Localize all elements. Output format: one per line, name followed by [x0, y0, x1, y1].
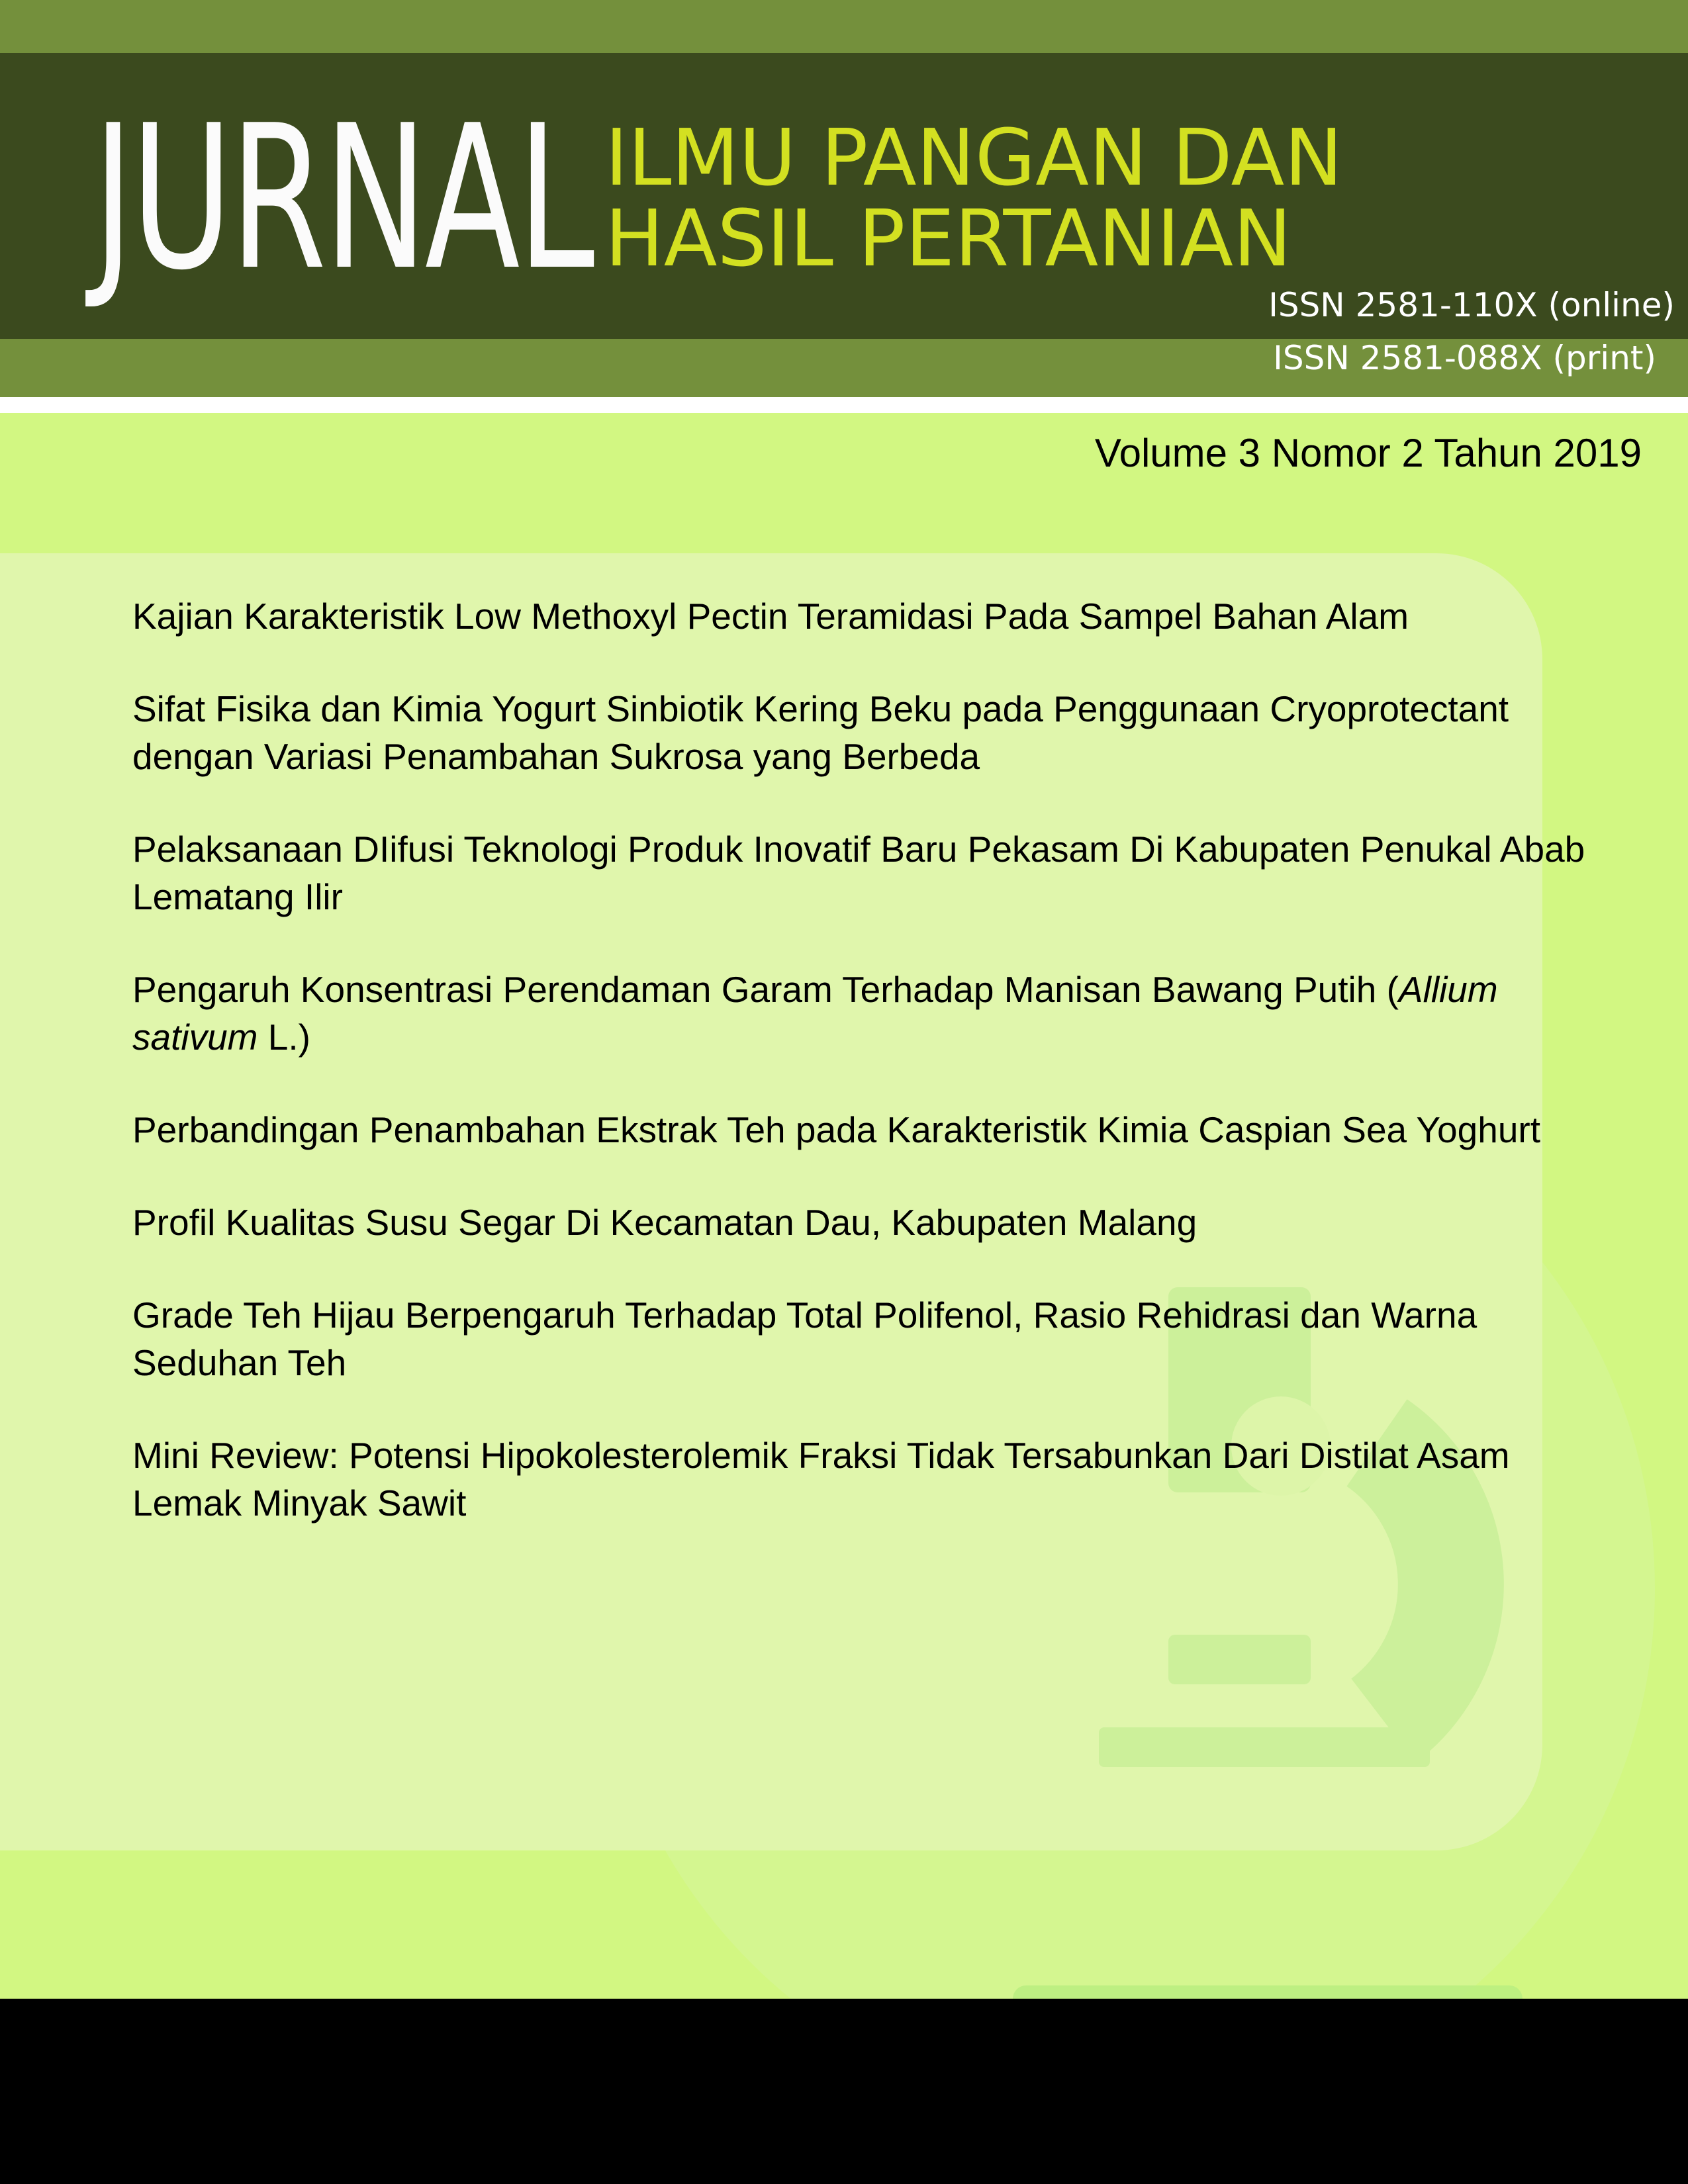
article-title: Mini Review: Potensi Hipokolesterolemik Fraksi Tidak Tersabunkan Dari Distilat Asam Lemak Minyak Sawit: [132, 1435, 1510, 1524]
article-title: Pelaksanaan DIifusi Teknologi Produk Inovatif Baru Pekasam Di Kabupaten Penukal Abab Lematang Ilir: [132, 829, 1585, 917]
footer-black-band: [0, 1999, 1688, 2184]
journal-subtitle-line1: ILMU PANGAN DAN: [605, 112, 1343, 203]
article-list: [132, 592, 1609, 1572]
article-title: Pengaruh Konsentrasi Perendaman Garam Terhadap Manisan Bawang Putih (Allium sativum L.): [132, 969, 1498, 1058]
issn-print: ISSN 2581-088X (print): [1273, 339, 1656, 377]
issn-online: ISSN 2581-110X (online): [1268, 286, 1675, 324]
volume-info: Volume 3 Nomor 2 Tahun 2019: [1094, 431, 1642, 475]
article-title: Sifat Fisika dan Kimia Yogurt Sinbiotik Kering Beku pada Penggunaan Cryoprotectant dengan Variasi Penambahan Sukrosa yang Berbeda: [132, 688, 1509, 777]
journal-subtitle-line2: HASIL PERTANIAN: [605, 193, 1292, 284]
article-title: Grade Teh Hijau Berpengaruh Terhadap Total Polifenol, Rasio Rehidrasi dan Warna Seduhan Teh: [132, 1295, 1477, 1383]
article-title: Perbandingan Penambahan Ekstrak Teh pada Karakteristik Kimia Caspian Sea Yoghurt: [132, 1109, 1541, 1150]
article-title: Profil Kualitas Susu Segar Di Kecamatan Dau, Kabupaten Malang: [132, 1202, 1197, 1243]
journal-title: JURNAL: [93, 83, 592, 314]
article-title: Kajian Karakteristik Low Methoxyl Pectin Teramidasi Pada Sampel Bahan Alam: [132, 596, 1409, 637]
